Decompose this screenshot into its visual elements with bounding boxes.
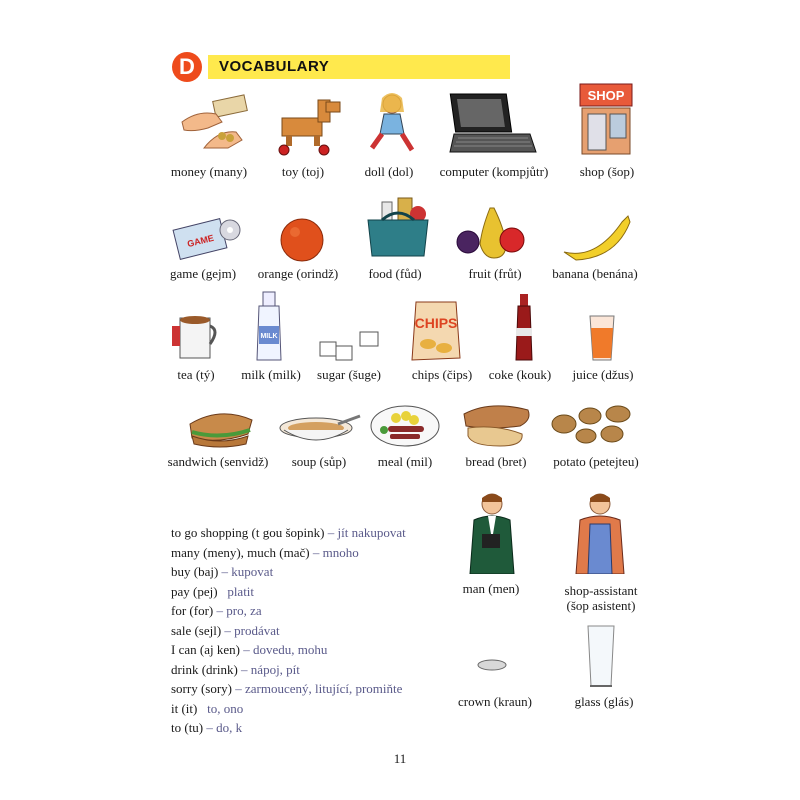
vocab-english: sale (sejl) [171, 622, 222, 638]
bread-illustration [460, 400, 534, 450]
vocab-czech: – do, k [203, 720, 243, 735]
caption-potato: potato (petejteu) [553, 454, 639, 469]
vocab-line [171, 621, 406, 641]
vocab-czech: – mnoho [309, 544, 359, 560]
man-illustration [460, 490, 524, 574]
sandwich-illustration [186, 406, 256, 448]
game-box-text: GAME [186, 232, 215, 250]
sugar-cubes-illustration [316, 328, 386, 362]
vocab-czech: – zarmoucený, litující, promiňte [232, 681, 403, 696]
juice-glass-illustration [588, 312, 616, 362]
vocab-english: it (it) [171, 700, 198, 716]
caption-food: food (fůd) [368, 266, 422, 281]
vocab-english: drink (drink) [171, 661, 238, 677]
caption-orange: orange (orindž) [257, 266, 339, 281]
glass-illustration [586, 624, 616, 690]
vocab-line [171, 699, 406, 719]
potatoes-illustration [548, 402, 640, 446]
food-bag-illustration [360, 192, 436, 260]
vocab-english: to (tu) [171, 720, 204, 735]
vocab-english: for (for) [171, 603, 214, 618]
banana-illustration [560, 212, 634, 262]
page-number: 11 [393, 751, 407, 766]
caption-shop: shop (šop) [579, 164, 635, 179]
soup-bowl-illustration [278, 414, 362, 448]
caption-tea: tea (tý) [177, 367, 215, 382]
caption-computer: computer (kompjůtr) [439, 164, 549, 179]
meal-plate-illustration [368, 404, 442, 448]
money-illustration [178, 92, 252, 152]
caption-doll: doll (dol) [364, 164, 414, 179]
chips-label-text: CHIPS [414, 315, 458, 331]
caption-chips: chips (čips) [411, 367, 473, 382]
orange-illustration [278, 216, 326, 264]
caption-bread: bread (bret) [465, 454, 527, 469]
vocab-czech: – dovedu, mohu [239, 642, 328, 657]
toy-horse-illustration [270, 94, 344, 156]
section-badge: D [172, 52, 202, 82]
caption-banana: banana (benána) [552, 266, 638, 281]
vocab-english: I can (aj ken) [171, 642, 240, 657]
vocab-line [171, 562, 406, 582]
caption-sandwich: sandwich (senvidž) [167, 454, 269, 469]
vocab-english: sorry (sory) [171, 681, 233, 696]
caption-coke: coke (kouk) [488, 367, 552, 382]
caption-man: man (men) [462, 581, 520, 596]
vocab-line [171, 601, 406, 621]
shop-assistant-illustration [568, 490, 632, 574]
caption-shop-assistant-line1: shop-assistant [564, 583, 638, 598]
doll-illustration [362, 90, 418, 156]
caption-shop-assistant-line2: (šop asistent) [566, 598, 636, 613]
section-title: VOCABULARY [219, 58, 330, 75]
caption-glass: glass (glás) [574, 694, 634, 709]
vocab-czech: – nápoj, pít [237, 661, 300, 677]
caption-money: money (many) [170, 164, 248, 179]
caption-fruit: fruit (frůt) [468, 266, 522, 281]
caption-milk: milk (milk) [241, 367, 301, 382]
caption-sugar: sugar (šuge) [317, 367, 381, 382]
vocab-czech: – prodávat [221, 622, 280, 638]
vocabulary-list [171, 523, 406, 738]
shop-illustration [574, 78, 636, 158]
caption-meal: meal (mil) [377, 454, 433, 469]
caption-crown: crown (kraun) [458, 694, 532, 709]
crown-coin-illustration [476, 658, 508, 672]
caption-soup: soup (sůp) [291, 454, 347, 469]
fruit-illustration [454, 200, 526, 260]
vocab-line [171, 718, 406, 738]
coke-bottle-illustration [512, 292, 536, 362]
shop-sign-text: SHOP [587, 88, 625, 103]
vocab-line [171, 640, 406, 660]
computer-illustration [442, 92, 538, 156]
vocab-english: buy (baj) [171, 564, 219, 579]
vocab-czech: – kupovat [218, 564, 274, 579]
vocab-czech: to, ono [197, 700, 244, 716]
vocab-line [171, 582, 406, 602]
vocab-line [171, 679, 406, 699]
vocab-czech: – pro, za [213, 603, 262, 618]
vocab-line [171, 660, 406, 680]
caption-game: game (gejm) [169, 266, 237, 281]
milk-bottle-illustration [254, 290, 284, 362]
caption-toy: toy (toj) [281, 164, 325, 179]
vocab-line [171, 523, 406, 543]
vocab-english: pay (pej) [171, 583, 218, 599]
caption-juice: juice (džus) [572, 367, 634, 382]
vocab-english: to go shopping (t gou šopink) [171, 525, 325, 540]
vocab-czech: – jít nakupovat [324, 525, 406, 540]
vocab-english: many (meny), much (mač) [171, 544, 310, 560]
vocab-line [171, 543, 406, 563]
game-illustration [170, 214, 244, 262]
chips-bag-illustration [408, 298, 464, 364]
caption-shop-assistant [565, 583, 638, 613]
milk-label-text: MILK [260, 333, 278, 340]
vocab-czech: platit [217, 583, 255, 599]
tea-mug-illustration [172, 312, 222, 362]
